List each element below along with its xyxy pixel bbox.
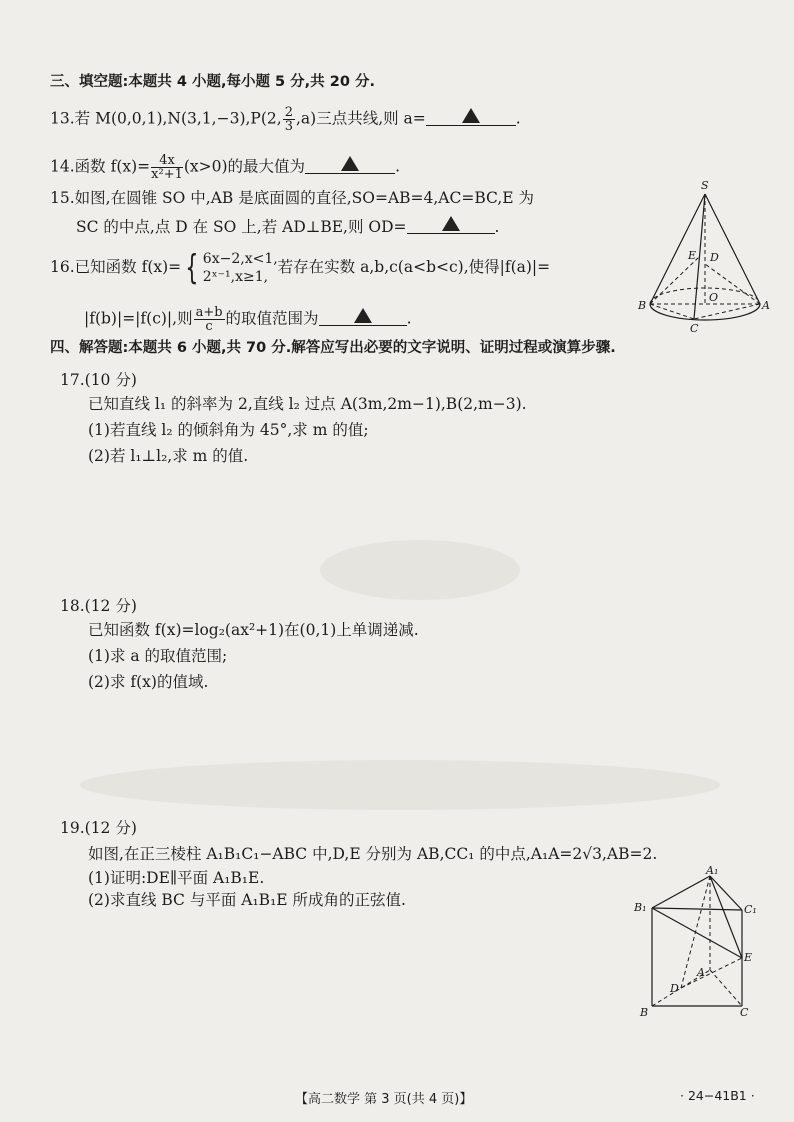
q16-fraction: [194, 306, 225, 333]
page-footer: 【高二数学 第 3 页(共 4 页)】: [295, 1092, 473, 1107]
q13-end: .: [515, 109, 521, 128]
cone-label-A: A: [762, 299, 770, 312]
edge-SA: [705, 194, 760, 304]
brace-icon: {: [185, 248, 199, 288]
segment-AC: [694, 304, 760, 319]
section-4-heading: 四、解答题:本题共 6 小题,共 70 分.解答应写出必要的文字说明、证明过程或演算步骤.: [50, 340, 616, 356]
triangle-icon: [354, 308, 372, 323]
exam-code: · 24−41B1 ·: [680, 1088, 755, 1103]
q19-part-2: (2)求直线 BC 与平面 A₁B₁E 所成角的正弦值.: [88, 891, 406, 909]
edge-B1A1: [652, 876, 710, 908]
q18-stem: 已知函数 f(x)=log₂(ax²+1)在(0,1)上单调递减.: [88, 621, 419, 639]
triangle-icon: [341, 156, 359, 171]
q16-line2-b: 的取值范围为: [225, 309, 319, 328]
prism-label-B1: B₁: [634, 901, 647, 914]
q13-frac-den: 3: [284, 119, 293, 134]
prism-label-A: A: [697, 966, 705, 979]
question-15-line-2: [76, 217, 499, 237]
paper-smudge: [320, 540, 520, 600]
segment-B1E: [652, 908, 742, 958]
segment-A1E: [710, 876, 742, 958]
q14-number: 14.: [50, 157, 75, 176]
q17-part-2: (2)若 l₁⊥l₂,求 m 的值.: [88, 447, 249, 465]
q15-line2: SC 的中点,点 D 在 SO 上,若 AD⊥BE,则 OD=: [76, 218, 407, 236]
section-3-heading: 三、填空题:本题共 4 小题,每小题 5 分,共 20 分.: [50, 74, 375, 90]
prism-label-E: E: [744, 951, 753, 964]
cone-label-O: O: [709, 291, 719, 304]
q13-text-a: 若 M(0,0,1),N(3,1,−3),P(2,: [74, 109, 282, 128]
q14-text-a: 函数 f(x)=: [74, 157, 151, 176]
cone-label-E: E: [688, 249, 697, 262]
cone-label-S: S: [701, 179, 709, 192]
edge-AC: [710, 970, 742, 1006]
q15-answer-blank: [407, 217, 495, 234]
q17-number: 17.(10 分): [60, 371, 137, 389]
q15-number: 15.: [50, 189, 75, 207]
q16-frac-den: c: [205, 319, 213, 334]
q16-text-b: 若存在实数 a,b,c(a<b<c),使得|f(a)|=: [277, 258, 551, 276]
q16-number: 16.: [50, 258, 75, 276]
q14-fraction: [151, 154, 183, 181]
question-14: [50, 154, 400, 181]
question-15-line-1: [50, 188, 534, 208]
q19-number: 19.(12 分): [60, 819, 137, 837]
q15-end: .: [494, 218, 500, 236]
cone-base-front: [650, 304, 760, 320]
q16-text-a: 已知函数 f(x)=: [74, 258, 182, 276]
q19-stem: 如图,在正三棱柱 A₁B₁C₁−ABC 中,D,E 分别为 AB,CC₁ 的中点,A₁A=2√3,AB=2.: [88, 845, 658, 863]
q13-text-b: ,a)三点共线,则 a=: [295, 109, 426, 128]
question-13: [50, 106, 521, 133]
q14-text-b: (x>0)的最大值为: [183, 157, 306, 176]
prism-label-D: D: [670, 982, 679, 995]
q13-answer-blank: [426, 109, 516, 126]
q18-part-1: (1)求 a 的取值范围;: [88, 647, 228, 665]
q15-line1: 如图,在圆锥 SO 中,AB 是底面圆的直径,SO=AB=4,AC=BC,E 为: [74, 189, 534, 207]
prism-label-C1: C₁: [744, 903, 757, 916]
q13-fraction: [283, 106, 295, 133]
question-16-line-1: [50, 250, 550, 286]
segment-BE: [650, 257, 699, 304]
prism-label-A1: A₁: [706, 866, 719, 877]
q14-end: .: [395, 157, 400, 176]
cone-label-D: D: [710, 251, 719, 264]
q13-number: 13.: [50, 109, 75, 128]
triangle-icon: [442, 216, 460, 231]
q14-answer-blank: [305, 157, 395, 174]
q16-case-2: 2ˣ⁻¹,x≥1,: [202, 269, 269, 285]
q14-frac-num: 4x: [151, 154, 183, 168]
q16-piecewise: [203, 250, 278, 286]
q16-end: .: [406, 309, 412, 328]
prism-label-C: C: [740, 1006, 749, 1019]
q18-number: 18.(12 分): [60, 597, 137, 615]
question-16-line-2: [84, 306, 412, 333]
cone-figure: [630, 172, 780, 340]
segment-A1D: [681, 876, 710, 988]
q14-frac-den: x²+1: [151, 167, 183, 182]
edge-B1C1: [652, 908, 742, 910]
q16-frac-num: a+b: [195, 305, 223, 320]
q17-stem: 已知直线 l₁ 的斜率为 2,直线 l₂ 过点 A(3m,2m−1),B(2,m−3).: [88, 395, 527, 413]
prism-figure: [630, 866, 760, 1024]
q17-part-1: (1)若直线 l₂ 的倾斜角为 45°,求 m 的值;: [88, 421, 369, 439]
cone-label-C: C: [690, 322, 699, 335]
q16-line2-a: |f(b)|=|f(c)|,则: [84, 309, 193, 328]
cone-label-B: B: [638, 299, 647, 312]
q19-part-1: (1)证明:DE∥平面 A₁B₁E.: [88, 869, 265, 887]
edge-A1C1: [710, 876, 742, 910]
segment-DE: [681, 958, 742, 988]
q13-frac-num: 2: [284, 105, 293, 120]
q16-answer-blank: [319, 309, 407, 326]
q18-part-2: (2)求 f(x)的值域.: [88, 673, 209, 691]
q16-case-1: 6x−2,x<1,: [202, 251, 278, 267]
prism-label-B: B: [640, 1006, 649, 1019]
triangle-icon: [462, 108, 480, 123]
paper-smudge: [80, 760, 720, 810]
